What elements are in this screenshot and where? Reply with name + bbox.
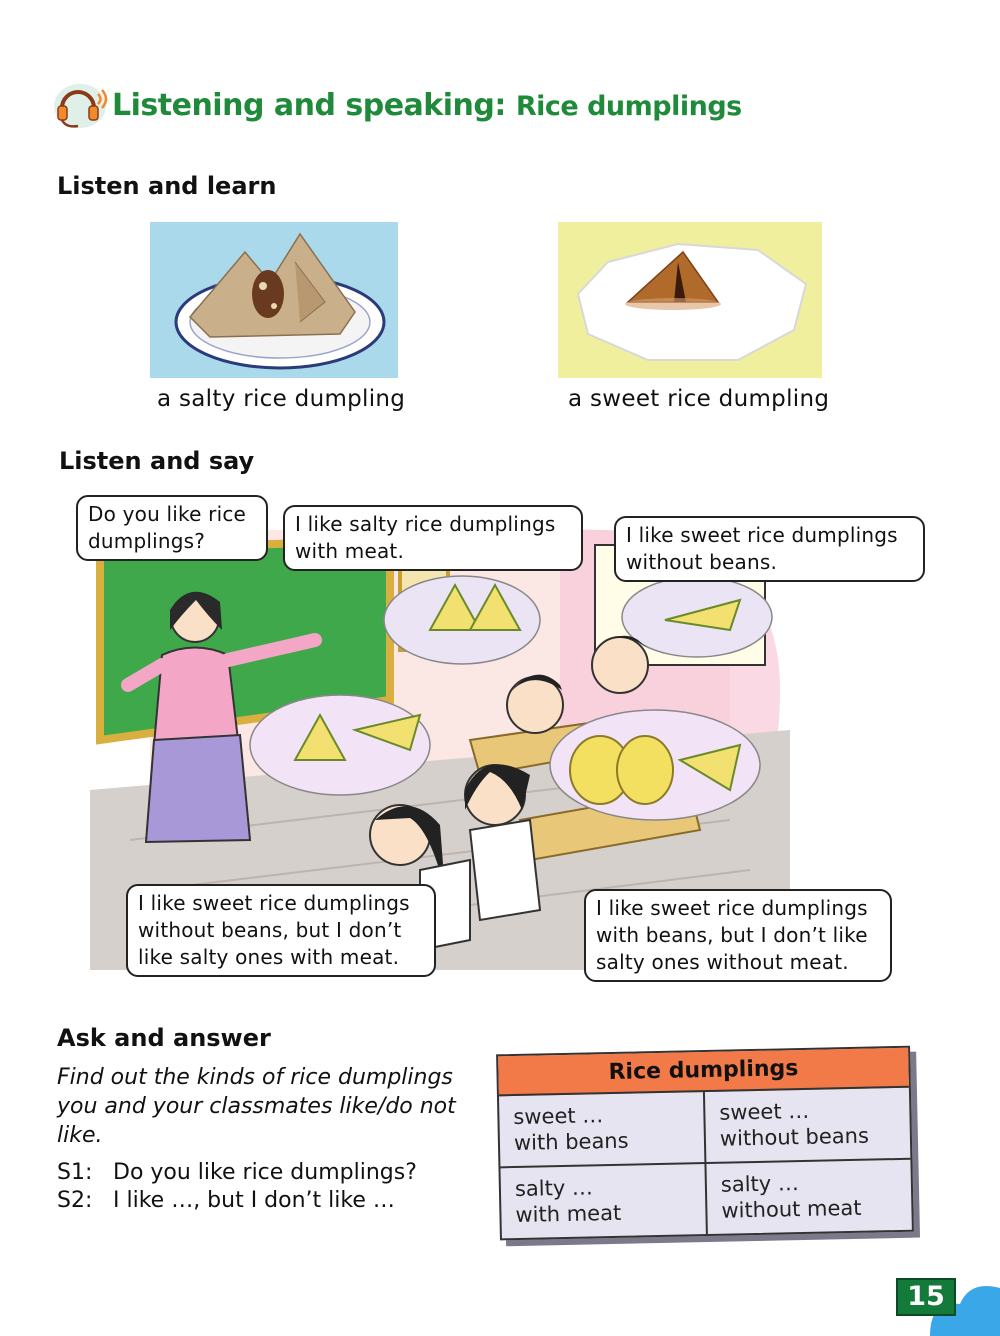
- page-title: [112, 88, 742, 123]
- page-number: 15: [896, 1278, 956, 1316]
- rice-dumplings-table: [496, 1046, 918, 1241]
- listen-say-heading: Listen and say: [59, 447, 255, 475]
- page-title-main: Listening and speaking:: [112, 88, 506, 123]
- cell-line2: with meat: [515, 1200, 622, 1228]
- page-title-sub: Rice dumplings: [515, 91, 742, 122]
- cell-line1: sweet …: [513, 1103, 604, 1130]
- salty-dumpling-photo: [150, 222, 398, 378]
- speech-bubble-teacher: Do you like rice dumplings?: [76, 495, 268, 561]
- cell-line2: with beans: [513, 1128, 629, 1156]
- ask-answer-heading: Ask and answer: [57, 1024, 271, 1052]
- speech-bubble-boy: I like sweet rice dumplings with beans, but I don’t like salty ones without meat.: [584, 889, 892, 982]
- cell-line2: without beans: [719, 1123, 870, 1151]
- sweet-dumpling-photo: [558, 222, 822, 378]
- table-cell: [705, 1088, 910, 1164]
- table-cell: [499, 1092, 706, 1168]
- salty-dumpling-caption: a salty rice dumpling: [157, 386, 406, 412]
- dialog-text: Do you like rice dumplings?: [113, 1160, 417, 1185]
- cell-line1: salty …: [514, 1175, 594, 1202]
- dialog-line-s1: [57, 1160, 417, 1185]
- cell-line2: without meat: [721, 1195, 862, 1223]
- table-cell: [706, 1160, 911, 1234]
- instructions-text: Find out the kinds of rice dumplings you and your classmates like/do not like.: [57, 1065, 456, 1148]
- speech-bubble-girl: I like sweet rice dumplings without beans, but I don’t like salty ones with meat.: [126, 884, 436, 977]
- cell-line1: salty …: [720, 1171, 800, 1197]
- sweet-dumpling-caption: a sweet rice dumpling: [568, 386, 830, 412]
- dialog-speaker: S1:: [57, 1160, 93, 1185]
- dialog-speaker: S2:: [57, 1188, 93, 1213]
- speech-bubble-sweet-no-beans: I like sweet rice dumplings without beans.: [614, 516, 925, 582]
- table-cell: [500, 1164, 707, 1238]
- dialog-text: I like …, but I don’t like …: [113, 1188, 395, 1213]
- headphones-icon: [52, 80, 108, 132]
- table-title: Rice dumplings: [498, 1048, 909, 1097]
- speech-bubble-salty-meat: I like salty rice dumplings with meat.: [283, 505, 583, 571]
- dialog-line-s2: [57, 1188, 395, 1213]
- page-number-area: [890, 1270, 1000, 1336]
- listen-learn-heading: Listen and learn: [57, 172, 277, 200]
- cell-line1: sweet …: [719, 1098, 810, 1125]
